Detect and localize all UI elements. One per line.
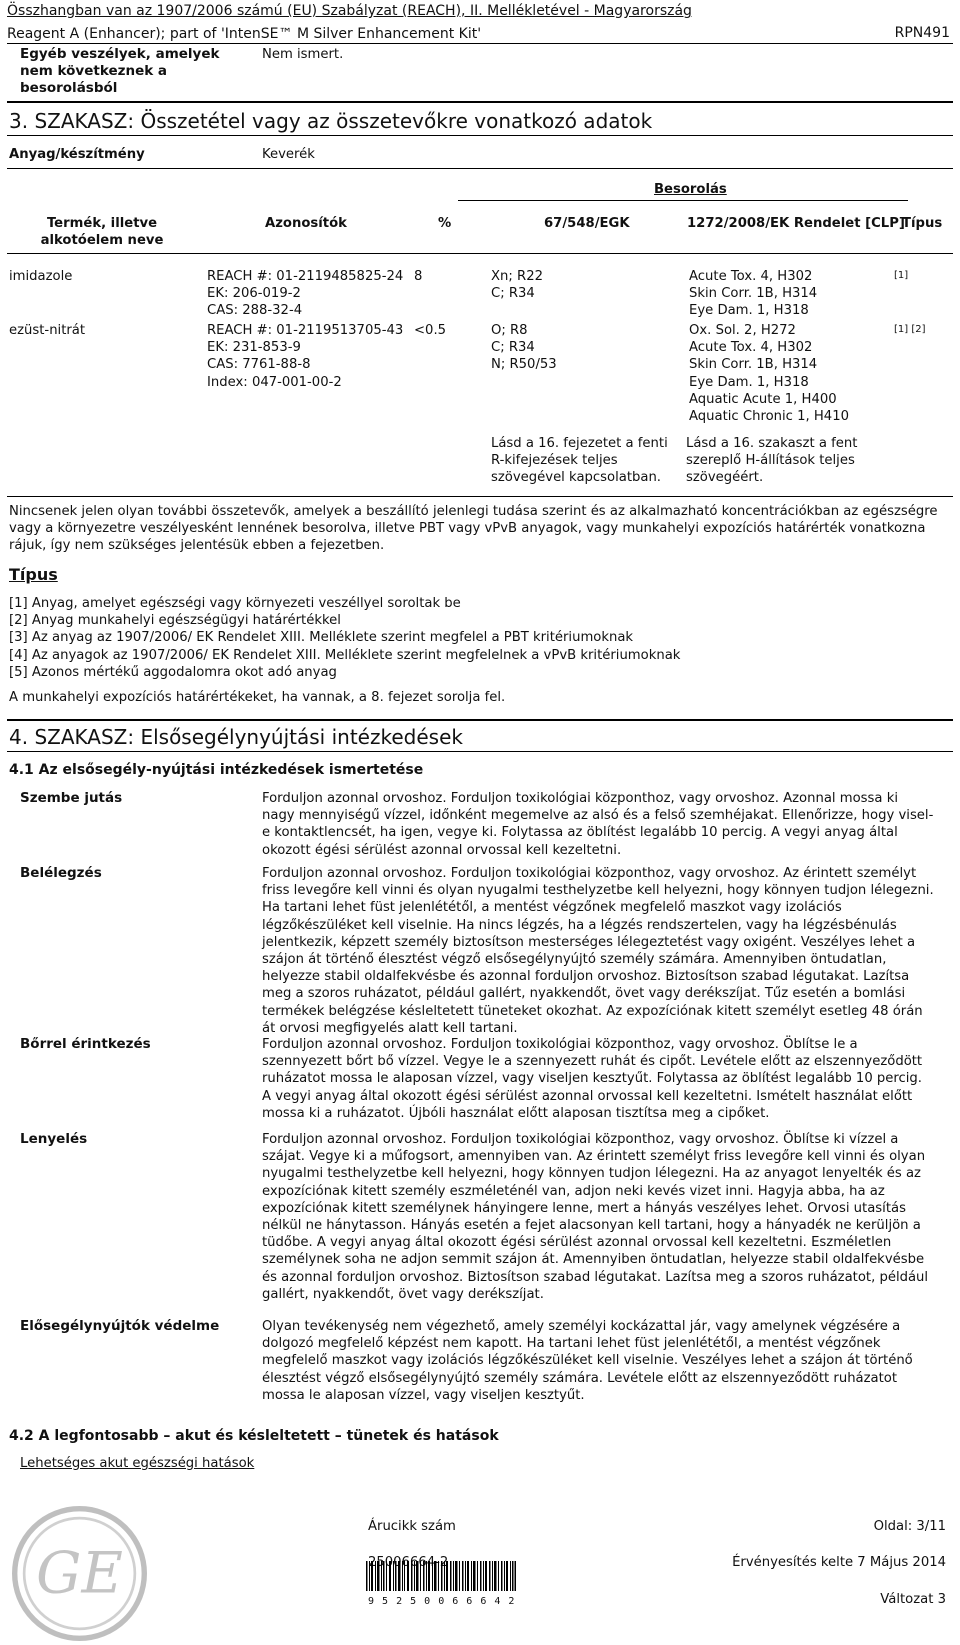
table-cell-name: imidazole — [9, 269, 73, 284]
substance-rule — [7, 168, 953, 169]
table-cell-name: ezüst-nitrát — [9, 323, 86, 338]
col-type-header: Típus — [902, 216, 943, 231]
other-hazards-value: Nem ismert. — [262, 47, 344, 62]
classification-rule — [458, 200, 908, 201]
note-h-statements: Lásd a 16. szakaszt a fent szereplő H-állítások teljes szövegéért. — [686, 436, 858, 486]
table-cell-type: [1] [2] — [894, 324, 926, 335]
table-cell-type: [1] — [894, 270, 909, 281]
section4-top-rule — [7, 719, 953, 721]
table-cell-67548: Xn; R22 C; R34 — [491, 269, 543, 302]
section3-title: 3. SZAKASZ: Összetétel vagy az összetevőkre vonatkozó adatok — [9, 109, 653, 133]
svg-text:GE: GE — [36, 1540, 123, 1607]
table-cell-ids: REACH #: 01-2119485825-24 EK: 206-019-2 CAS: 288-32-4 — [207, 269, 404, 319]
header-product: Reagent A (Enhancer); part of 'IntenSE™ M Silver Enhancement Kit' — [7, 26, 482, 42]
substance-value: Keverék — [262, 147, 315, 162]
col-name-header: Termék, illetve alkotóelem neve — [40, 216, 164, 249]
col-67548-header: 67/548/EGK — [544, 216, 630, 231]
header-regulation: Összhangban van az 1907/2006 számú (EU) Szabályzat (REACH), II. Mellékletével - Magyarország — [7, 3, 692, 19]
first-aid-skin-text: Forduljon azonnal orvoshoz. Forduljon toxikológiai központhoz, vagy orvoshoz. Öblítse le a szennyezett bőrt bő vízzel. Vegye le a szennyezett ruhát és cipőt. Levétele előtt az elszennyeződött ruházatot mossa le alaposan vízzel, vagy viseljen kesztyűt. Folytassa az öblítést legalább 10 percig. A vegyi anyag által okozott égési sérülést azonnal orvossal kell kezeltetni. Ismételt használat előtt mossa ki a ruházatot. Újbóli használat előtt alaposan tisztítsa meg a cipőket. — [262, 1037, 923, 1121]
ge-logo — [12, 1506, 147, 1641]
table-header-rule — [7, 253, 953, 254]
table-cell-1272: Ox. Sol. 2, H272 Acute Tox. 4, H302 Skin Corr. 1B, H314 Eye Dam. 1, H318 Aquatic Acute 1, H400 Aquatic Chronic 1, H410 — [689, 323, 849, 425]
barcode — [366, 1561, 516, 1591]
first-aid-skin-label: Bőrrel érintkezés — [20, 1036, 151, 1052]
type-list-item: [3] Az anyag az 1907/2006/ EK Rendelet XIII. Melléklete szerint megfelel a PBT kritériumoknak — [9, 630, 634, 646]
section3-title-rule — [7, 135, 953, 136]
header-divider — [7, 43, 953, 44]
type-list-item: [4] Az anyagok az 1907/2006/ EK Rendelet XIII. Melléklete szerint megfelelnek a vPvB kritériumoknak — [9, 647, 681, 663]
barcode-digits: 9 5 2 5 0 0 6 6 6 4 2 — [368, 1596, 516, 1607]
note-r-phrases: Lásd a 16. fejezetet a fenti R-kifejezések teljes szövegével kapcsolatban. — [491, 436, 668, 486]
type-list-item: [1] Anyag, amelyet egészségi vagy környezeti veszéllyel soroltak be — [9, 596, 461, 611]
no-further-ingredients: Nincsenek jelen olyan további összetevők, amelyek a beszállító jelenlegi tudása szerint és az alkalmazható koncentrációkban az egészségre vagy a környezetre veszélyesként lennének besorolva, illetve PBT vagy vPvB anyagok, vagy munkahelyi expozíciós határérték vonatkozna rájuk, így nem szükséges jelentésük ebben a fejezetben. — [9, 504, 938, 554]
validity-date: Érvényesítés kelte 7 Május 2014 — [732, 1555, 946, 1570]
table-cell-1272: Acute Tox. 4, H302 Skin Corr. 1B, H314 Eye Dam. 1, H318 — [689, 269, 818, 319]
classification-heading: Besorolás — [654, 182, 727, 197]
header-code: RPN491 — [894, 25, 950, 41]
col-1272-header: 1272/2008/EK Rendelet [CLP] — [687, 216, 905, 231]
first-aid-inhalation-label: Belélegzés — [20, 865, 102, 881]
first-aid-inhalation-text: Forduljon azonnal orvoshoz. Forduljon toxikológiai központhoz, vagy orvoshoz. Az érintett személyt friss levegőre kell vinni és olyan nyugalmi testhelyzetbe kell helyezni, hogy könnyen tudjon lélegezni. Ha tartani lehet füst jelenlététől, a mentést végzőnek megfelelő maszkot vagy izolációs légzőkészüléket kell viselnie. Ha nincs légzés, ha a légzés rendszertelen, vagy ha légzésbénulás jelentkezik, képzett személy biztosítson mesterséges lélegeztetést vagy oxigént. Veszélyes lehet a szájon át történő élesztést végző elsősegélynyújtó személy számára. Amennyiben öntudatlan, helyezze stabil oldalfekvésbe és azonnal forduljon orvoshoz. Biztosítson szabad légutakat. Lazítsa meg a szoros ruházatot, például gallért, nyakkendőt, övet vagy derékszíjat. Tűz esetén a bomlási termékek belégzése késleltetett tüneteket okozhat. Az expozíciónak kitett személyt esetleg 48 órán át orvosi megfigyelés alatt kell tartani. — [262, 866, 934, 1036]
table-cell-pct: 8 — [414, 269, 423, 284]
first-aid-eye-label: Szembe jutás — [20, 790, 123, 806]
version: Változat 3 — [880, 1592, 946, 1607]
type-heading: Típus — [9, 565, 58, 584]
acute-effects-link[interactable]: Lehetséges akut egészségi hatások — [20, 1456, 255, 1471]
table-cell-67548: O; R8 C; R34 N; R50/53 — [491, 323, 557, 373]
substance-label: Anyag/készítmény — [9, 147, 145, 162]
first-aid-ingestion-text: Forduljon azonnal orvoshoz. Forduljon toxikológiai központhoz, vagy orvoshoz. Öblítse ki vízzel a szájat. Vegye ki a műfogsort, amennyiben van. Az érintett személyt friss levegőre kell vinni és olyan nyugalmi testhelyzetbe kell helyezni, hogy könnyen tudjon lélegezni. Ha az anyagot lenyelték és az expozíciónak kitett személy eszméleténél van, adjon neki kevés vizet inni. Hagyja abba, ha az expozíciónak kitett személynek hányingere lenne, mert a hányás veszélyes lehet. Orvosi utasítás nélkül ne hánytasson. Hányás esetén a fejet alacsonyan kell tartani, hogy a hányadék ne kerüljön a tüdőbe. A vegyi anyag által okozott égési sérülést azonnal orvossal kell kezeltetni. Eszméletlen személynek soha ne adjon semmit szájon át. Amennyiben öntudatlan, helyezze stabil oldalfekvésbe és azonnal forduljon orvoshoz. Biztosítson szabad légutakat. Lazítsa meg a szoros ruházatot, például gallért, nyakkendőt, övet vagy derékszíjat. — [262, 1132, 929, 1302]
col-ids-header: Azonosítók — [265, 216, 347, 231]
col-pct-header: % — [438, 216, 452, 231]
exposure-note: A munkahelyi expozíciós határértékeket, ha vannak, a 8. fejezet sorolja fel. — [9, 690, 506, 705]
first-aid-eye-text: Forduljon azonnal orvoshoz. Forduljon toxikológiai központhoz, vagy orvoshoz. Azonnal mossa ki nagy mennyiségű vízzel, időnként megemelve az alsó és a felső szemhéjakat. Ellenőrizze, hogy visel-e kontaktlencsét, ha igen, vegye ki. Folytassa az öblítést legalább 10 percig. A vegyi anyag által okozott égési sérülést azonnal orvossal kell kezeltetni. — [262, 791, 934, 858]
other-hazards-label: Egyéb veszélyek, amelyek nem következnek a besorolásból — [20, 46, 220, 97]
section4-title: 4. SZAKASZ: Elsősegélynyújtási intézkedések — [9, 725, 463, 749]
table-cell-pct: <0.5 — [414, 323, 447, 338]
table-bottom-rule — [7, 496, 953, 497]
section4-title-rule — [7, 751, 953, 752]
type-list-item: [5] Azonos mértékű aggodalomra okot adó anyag — [9, 664, 337, 680]
table-cell-ids: REACH #: 01-2119513705-43 EK: 231-853-9 CAS: 7761-88-8 Index: 047-001-00-2 — [207, 323, 404, 390]
first-aid-rescuer-text: Olyan tevékenység nem végezhető, amely személyi kockázattal jár, vagy amelynek végzésére a dolgozó megfelelő képzést nem kapott. Ha tartani lehet füst jelenlététől, a mentést végzőnek megfelelő maszkot vagy izolációs légzőkészüléket kell viselnie. Veszélyes lehet a szájon át történő élesztést végző elsősegélynyújtó személy számára. Levétele előtt az elszennyeződött ruházatot mossa le alaposan vízzel, vagy viseljen kesztyűt. — [262, 1319, 913, 1403]
section4-1-heading: 4.1 Az elsősegély-nyújtási intézkedések ismertetése — [9, 762, 424, 778]
page-number: Oldal: 3/11 — [873, 1519, 946, 1534]
article-number-label: Árucikk szám — [368, 1519, 456, 1534]
section3-top-rule — [7, 101, 953, 103]
first-aid-ingestion-label: Lenyelés — [20, 1131, 88, 1147]
section4-2-heading: 4.2 A legfontosabb – akut és késleltetett – tünetek és hatások — [9, 1428, 499, 1444]
type-list-item: [2] Anyag munkahelyi egészségügyi határértékkel — [9, 613, 341, 629]
type-list — [9, 595, 680, 681]
first-aid-rescuer-label: Elősegélynyújtók védelme — [20, 1318, 220, 1334]
